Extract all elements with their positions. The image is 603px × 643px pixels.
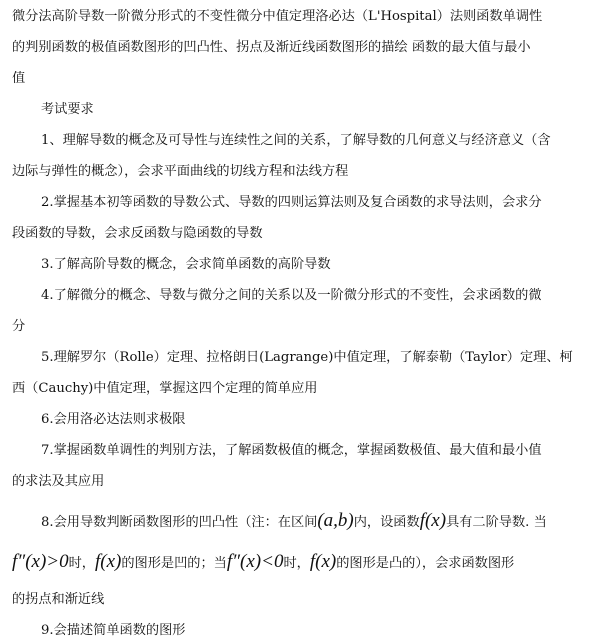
item-4-line-2: 分	[12, 319, 26, 334]
item-6: 6.会用洛必达法则求极限	[41, 412, 186, 427]
intro-line-2: 的判别函数的极值函数图形的凹凸性、拐点及渐近线函数图形的描绘 函数的最大值与最小	[12, 40, 531, 55]
item-7-line-2: 的求法及其应用	[12, 474, 105, 489]
item-5-line-1: 5.理解罗尔（Rolle）定理、拉格朗日(Lagrange)中值定理，了解泰勒（Taylor）定理、柯	[41, 350, 573, 365]
item-8-text-e: 的图形是凹的；当	[121, 556, 227, 571]
item-8-line-3: 的拐点和渐近线	[12, 592, 105, 607]
item-1-line-1: 1、理解导数的概念及可导性与连续性之间的关系，了解导数的几何意义与经济意义（含	[41, 133, 551, 148]
item-8-text-g: 的图形是凸的），会求函数图形	[336, 556, 515, 571]
item-5-line-2: 西（Cauchy)中值定理，掌握这四个定理的简单应用	[12, 381, 318, 396]
section-heading: 考试要求	[41, 102, 94, 117]
item-8-text-d: 时，	[68, 556, 95, 571]
item-8-text-a: 8.会用导数判断函数图形的凹凸性（注：在区间	[41, 515, 318, 530]
item-4-line-1: 4.了解微分的概念、导数与微分之间的关系以及一阶微分形式的不变性，会求函数的微	[41, 288, 542, 303]
item-1-line-2: 边际与弹性的概念），会求平面曲线的切线方程和法线方程	[12, 164, 349, 179]
condition-negative: f″(x)<0	[226, 551, 284, 572]
function-fx-3: f(x)	[309, 551, 337, 572]
item-8-line-1	[41, 512, 547, 532]
item-8-line-2	[12, 553, 514, 573]
item-2-line-2: 段函数的导数，会求反函数与隐函数的导数	[12, 226, 263, 241]
interval-ab: (a,b)	[317, 510, 354, 531]
intro-line-1: 微分法高阶导数一阶微分形式的不变性微分中值定理洛必达（L'Hospital）法则函数单调性	[12, 9, 543, 24]
item-8-text-f: 时，	[283, 556, 310, 571]
intro-line-3: 值	[12, 71, 26, 86]
item-7-line-1: 7.掌握函数单调性的判别方法，了解函数极值的概念，掌握函数极值、最大值和最小值	[41, 443, 542, 458]
function-fx-2: f(x)	[94, 551, 122, 572]
item-8-text-b: 内，设函数	[353, 515, 420, 530]
item-8-text-c: 具有二阶导数. 当	[446, 515, 547, 530]
function-fx: f(x)	[419, 510, 447, 531]
item-2-line-1: 2.掌握基本初等函数的导数公式、导数的四则运算法则及复合函数的求导法则，会求分	[41, 195, 542, 210]
item-3: 3.了解高阶导数的概念，会求简单函数的高阶导数	[41, 257, 331, 272]
item-9: 9.会描述简单函数的图形	[41, 623, 186, 638]
condition-positive: f″(x)>0	[12, 551, 69, 572]
